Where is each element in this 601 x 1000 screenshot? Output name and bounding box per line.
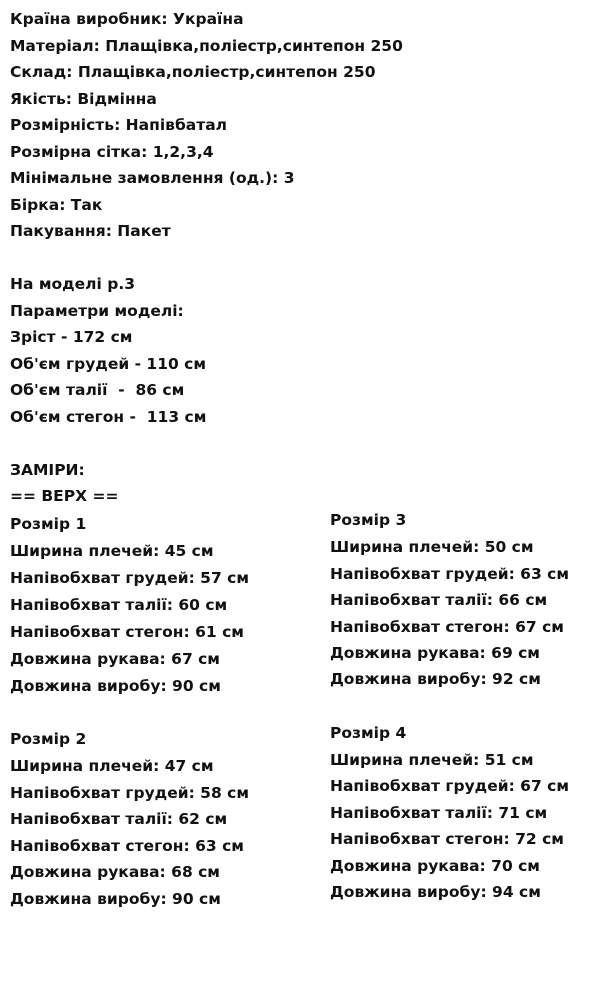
size-row: Напівобхват грудей: 67 см [330,777,569,795]
size-row: Напівобхват талії: 62 см [10,810,228,828]
composition-line: Склад: Плащівка,поліестр,синтепон 250 [10,63,376,81]
size-row: Довжина рукава: 68 см [10,863,220,881]
size-row: Довжина рукава: 69 см [330,644,540,662]
size-row: Напівобхват стегон: 63 см [10,837,244,855]
model-waist-line: Об'єм талії - 86 см [10,381,185,399]
size-title: Розмір 1 [10,515,87,533]
min-order-line: Мінімальне замовлення (од.): 3 [10,169,295,187]
size-grid-line: Розмірна сітка: 1,2,3,4 [10,143,214,161]
size-row: Довжина виробу: 90 см [10,677,221,695]
size-row: Напівобхват стегон: 72 см [330,830,564,848]
size-row: Напівобхват стегон: 61 см [10,623,244,641]
size-row: Довжина рукава: 70 см [330,857,540,875]
model-size-line: На моделі р.3 [10,275,136,293]
size-row: Ширина плечей: 45 см [10,542,214,560]
size-row: Довжина виробу: 94 см [330,883,541,901]
material-line: Матеріал: Плащівка,поліестр,синтепон 250 [10,37,403,55]
measurements-title: ЗАМІРИ: [10,461,85,479]
tag-line: Бірка: Так [10,196,103,214]
size-title: Розмір 2 [10,730,87,748]
size-title: Розмір 4 [330,724,407,742]
size-row: Напівобхват грудей: 63 см [330,565,569,583]
size-row: Напівобхват грудей: 57 см [10,569,249,587]
size-row: Напівобхват талії: 60 см [10,596,228,614]
model-hips-line: Об'єм стегон - 113 см [10,408,207,426]
size-title: Розмір 3 [330,511,407,529]
size-row: Довжина рукава: 67 см [10,650,220,668]
size-row: Напівобхват стегон: 67 см [330,618,564,636]
size-row: Ширина плечей: 50 см [330,538,534,556]
size-row: Напівобхват талії: 66 см [330,591,548,609]
model-chest-line: Об'єм грудей - 110 см [10,355,207,373]
model-params-title: Параметри моделі: [10,302,184,320]
size-row: Напівобхват талії: 71 см [330,804,548,822]
packaging-line: Пакування: Пакет [10,222,171,240]
size-row: Напівобхват грудей: 58 см [10,784,249,802]
size-row: Довжина виробу: 90 см [10,890,221,908]
sizing-line: Розмірність: Напівбатал [10,116,228,134]
measurements-section: == ВЕРХ == [10,487,119,505]
model-height-line: Зріст - 172 см [10,328,133,346]
country-line: Країна виробник: Україна [10,10,244,28]
size-row: Довжина виробу: 92 см [330,670,541,688]
size-row: Ширина плечей: 51 см [330,751,534,769]
size-row: Ширина плечей: 47 см [10,757,214,775]
quality-line: Якість: Відмінна [10,90,157,108]
